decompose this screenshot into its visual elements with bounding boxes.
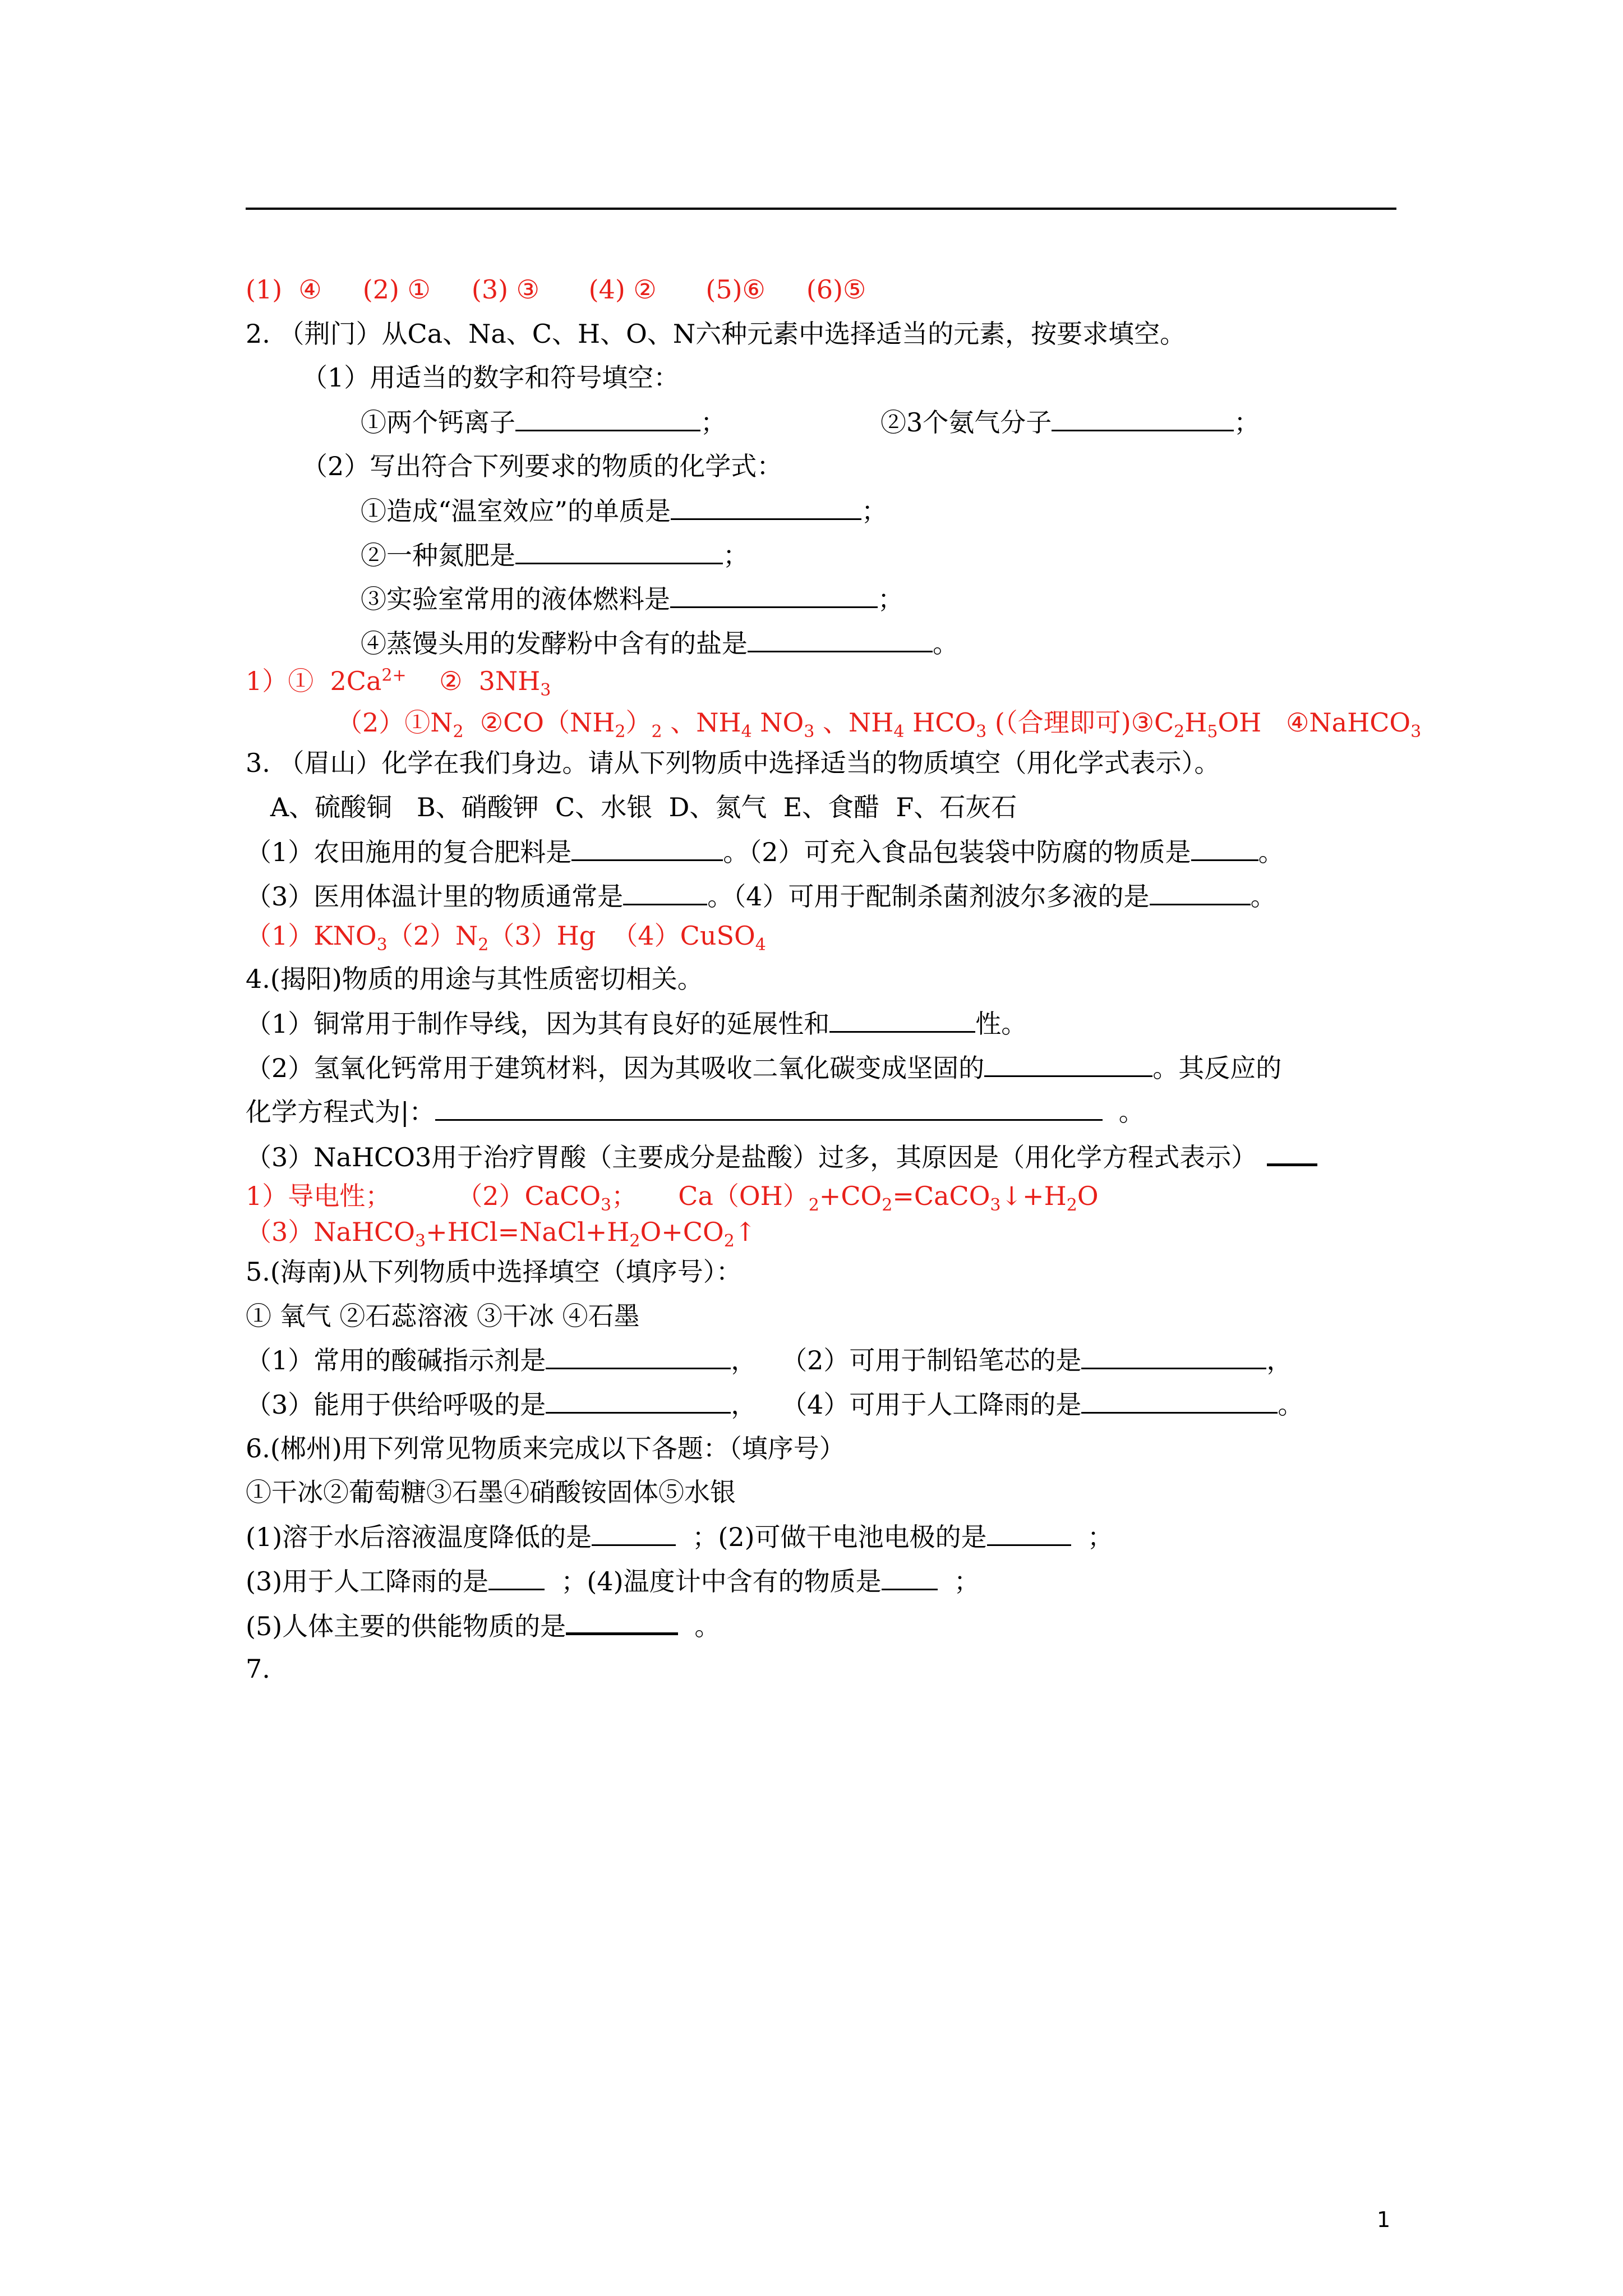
- question-3-title: 3. （眉山）化学在我们身边。请从下列物质中选择适当的物质填空（用化学式表示）。: [246, 748, 1220, 778]
- question-4-line-4: （3）NaHCO3用于治疗胃酸（主要成分是盐酸）过多，其原因是（用化学方程式表示）: [246, 1139, 1317, 1174]
- question-6-title: 6.(郴州)用下列常见物质来完成以下各题：（填序号）: [246, 1433, 845, 1464]
- question-4-line-3: 化学方程式为|： 。: [246, 1094, 1145, 1129]
- answer-blank[interactable]: [1150, 879, 1251, 905]
- question-3-line-1: （1）农田施用的复合肥料是 。（2）可充入食品包装袋中防腐的物质是 。: [246, 835, 1284, 869]
- question-4-line-1: （1）铜常用于制作导线，因为其有良好的延展性和 性。: [246, 1006, 1027, 1041]
- answer-blank[interactable]: [1191, 835, 1258, 861]
- question-2-title: 2. （荆门）从Ca、Na、C、H、O、N六种元素中选择适当的元素，按要求填空。: [246, 319, 1186, 349]
- question-2-part-1: （1）用适当的数字和符号填空：: [302, 362, 680, 393]
- answer-blank[interactable]: [488, 1564, 545, 1590]
- answer-blank[interactable]: [1052, 405, 1234, 431]
- question-2-part-2: （2）写出符合下列要求的物质的化学式：: [302, 451, 783, 481]
- question-5-line-2: （3）能用于供给呼吸的是 ， （4）可用于人工降雨的是 。: [246, 1387, 1303, 1421]
- question-3-line-2: （3）医用体温计里的物质通常是 。（4）可用于配制杀菌剂波尔多液的是 。: [246, 879, 1276, 913]
- answer-blank[interactable]: [1081, 1387, 1278, 1414]
- header-rule: [246, 208, 1396, 210]
- answer-3: $(1)KNO_3(2)N_2(3)Hg$ （4）CuSO$_4$: [246, 921, 766, 955]
- answer-blank[interactable]: [987, 1520, 1071, 1546]
- answer-2-line-1: 1）① $2Ca^{2+}$ ② $3NH_3$: [246, 665, 551, 701]
- question-2-part-1a: ①两个钙离子 ；: [361, 405, 726, 439]
- answer-blank[interactable]: [1081, 1343, 1266, 1369]
- question-3-options: A、硫酸铜 B、硝酸钾 C、水银 D、氮气 E、食醋 F、石灰石: [246, 792, 1017, 822]
- answer-4-line-2: $(3)NaHCO_3+HCl=NaCl+H_2O+CO_2↑$: [246, 1217, 757, 1251]
- answer-blank[interactable]: [829, 1006, 975, 1033]
- answer-blank[interactable]: [748, 626, 933, 652]
- question-6-line-1: (1)溶于水后溶液温度降低的是 ；(2)可做干电池电极的是 ；: [246, 1520, 1113, 1554]
- answer-4-line-1: 1）导电性； （2）CaCO$_3$； $Ca(OH)_2+CO_2=CaCO_3↓+H_2O$: [246, 1181, 1099, 1216]
- question-2-part-2d: ④蒸馒头用的发酵粉中含有的盐是 。: [361, 626, 958, 660]
- question-2-part-2b: ②一种氮肥是 ；: [361, 538, 749, 572]
- answer-blank[interactable]: [592, 1520, 676, 1546]
- answer-blank[interactable]: [670, 582, 878, 608]
- question-6-options: ①干冰②葡萄糖③石墨④硝酸铵固体⑤水银: [246, 1477, 736, 1507]
- page-number: 1: [1377, 2207, 1391, 2232]
- answer-blank[interactable]: [515, 538, 723, 564]
- answer-blank[interactable]: [546, 1387, 731, 1414]
- question-4-line-2: （2）氢氧化钙常用于建筑材料，因为其吸收二氧化碳变成坚固的 。其反应的: [246, 1051, 1281, 1085]
- answer-blank[interactable]: [435, 1094, 1103, 1121]
- question-4-title: 4.(揭阳)物质的用途与其性质密切相关。: [246, 964, 703, 994]
- question-5-line-1: （1）常用的酸碱指示剂是 ， （2）可用于制铅笔芯的是 ，: [246, 1343, 1292, 1377]
- question-7: 7.: [246, 1654, 270, 1684]
- question-6-line-2: (3)用于人工降雨的是 ；(4)温度计中含有的物质是 ；: [246, 1564, 980, 1598]
- answer-line-1: (1) ④ (2) ① (3) ③ (4) ② (5)⑥ (6)⑤: [246, 274, 866, 305]
- question-5-title: 5.(海南)从下列物质中选择填空（填序号）：: [246, 1257, 742, 1287]
- answer-blank[interactable]: [882, 1564, 938, 1590]
- answer-blank[interactable]: [671, 494, 861, 520]
- question-6-line-3: (5)人体主要的供能物质的是 。: [246, 1608, 720, 1643]
- answer-blank[interactable]: [571, 835, 723, 861]
- answer-blank[interactable]: [623, 879, 707, 905]
- answer-blank[interactable]: [1267, 1139, 1317, 1166]
- answer-blank[interactable]: [546, 1343, 731, 1369]
- answer-blank[interactable]: [515, 405, 700, 431]
- answer-blank[interactable]: [566, 1608, 678, 1635]
- answer-2-line-2: $(2)①N_2$ $②CO(NH_2)_2$ 、$NH_4$ $NO_3$ 、$NH_4$ $HCO_3$ (（合理即可)$③C_2H_5OH$ ④NaHCO$_3$: [336, 707, 1422, 742]
- question-2-part-1b: ②3个氨气分子 ；: [880, 405, 1260, 439]
- answer-blank[interactable]: [984, 1051, 1152, 1077]
- question-2-part-2a: ①造成“温室效应”的单质是 ；: [361, 494, 887, 528]
- question-5-options: ① 氧气 ②石蕊溶液 ③干冰 ④石墨: [246, 1301, 640, 1331]
- question-2-part-2c: ③实验室常用的液体燃料是 ；: [361, 582, 903, 616]
